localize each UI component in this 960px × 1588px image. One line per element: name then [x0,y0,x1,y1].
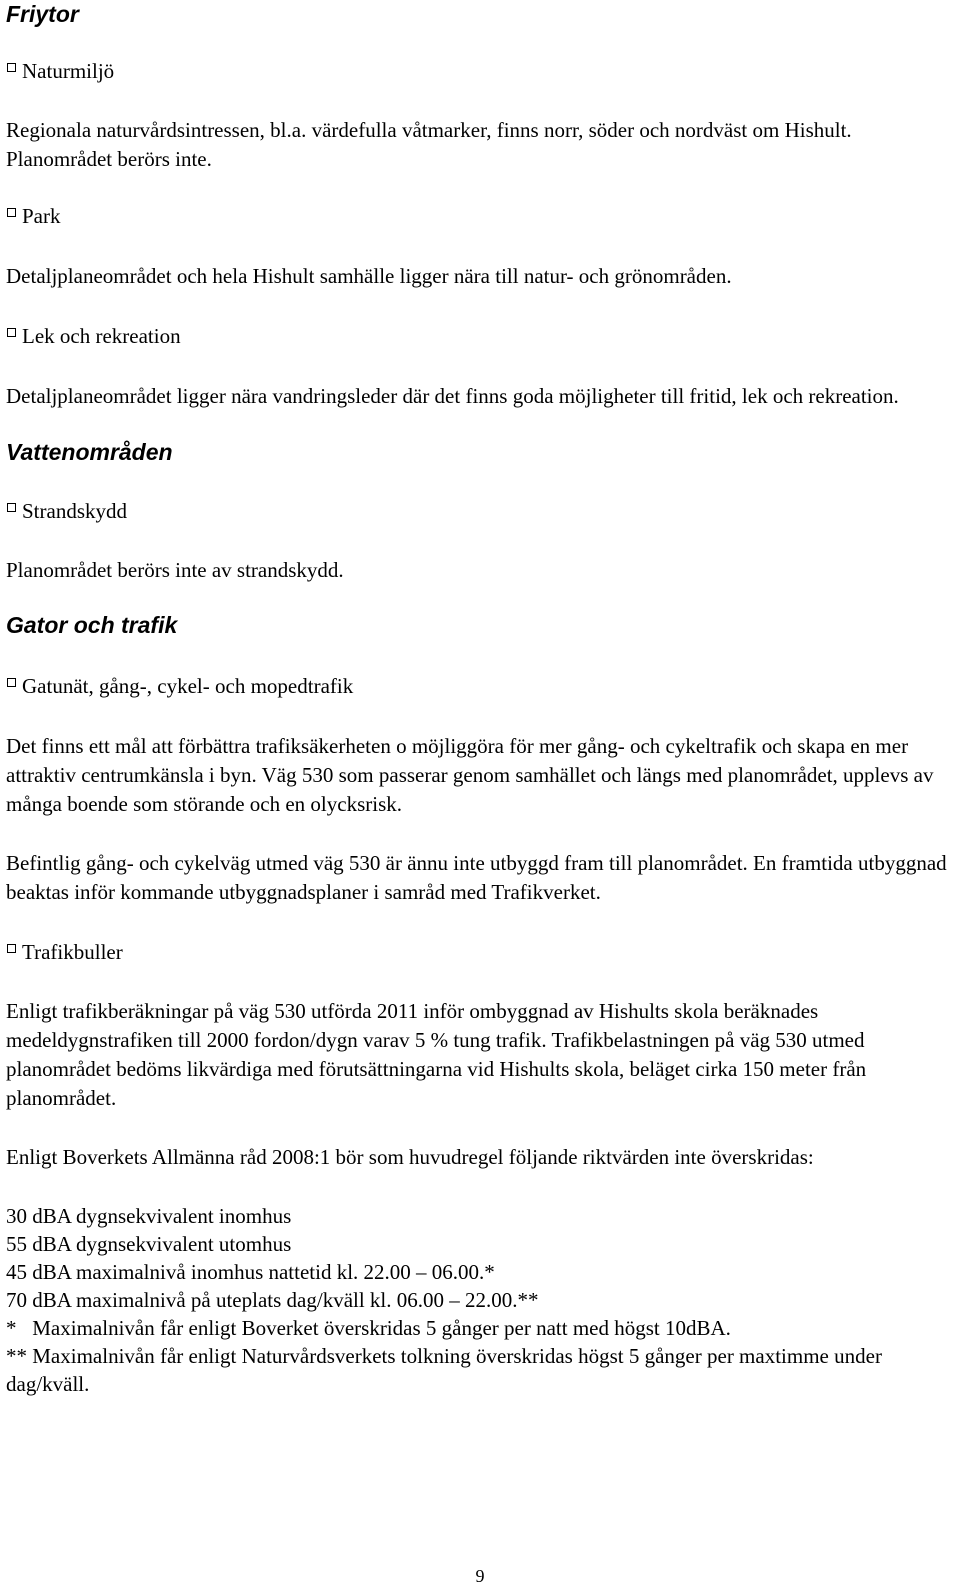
footnote-line: ** Maximalnivån får enligt Naturvårdsverkets tolkning överskridas högst 5 gånger per maxtimme under dag/kväll. [6,1344,882,1396]
document-page [6,0,952,1398]
subheading-naturmiljo: Naturmiljö [6,56,952,86]
paragraph-trafikbuller-2: Enligt Boverkets Allmänna råd 2008:1 bör som huvudregel följande riktvärden inte överskridas: [6,1145,814,1169]
paragraph-strandskydd: Planområdet berörs inte av strandskydd. [6,558,344,582]
square-bullet-icon [7,328,16,337]
page-number: 9 [475,1566,485,1586]
square-bullet-icon [7,63,16,72]
paragraph-trafikbuller-1: Enligt trafikberäkningar på väg 530 utförda 2011 inför ombyggnad av Hishults skola beräknades medeldygnstrafiken till 2000 fordon/dygn varav 5 % tung trafik. Trafikbelastningen på väg 530 utmed planområdet bedöms likvärdiga med förutsättningarna vid Hishults skola, beläget cirka 150 meter från planområdet. [6,999,867,1110]
paragraph-naturmiljo: Regionala naturvårdsintressen, bl.a. värdefulla våtmarker, finns norr, söder och nordväst om Hishult. Planområdet berörs inte. [6,118,852,171]
heading-vattenomraden: Vattenområden [6,439,173,465]
riktvarden-list [6,1202,952,1398]
subheading-strandskydd: Strandskydd [6,496,952,526]
paragraph-gatunat-2: Befintlig gång- och cykelväg utmed väg 530 är ännu inte utbyggd fram till planområdet. En framtida utbyggnad beaktas inför kommande utbyggnadsplaner i samråd med Trafikverket. [6,851,947,904]
square-bullet-icon [7,678,16,687]
subheading-trafikbuller: Trafikbuller [6,937,952,967]
square-bullet-icon [7,208,16,217]
footnote-line: * Maximalnivån får enligt Boverket överskridas 5 gånger per natt med högst 10dBA. [6,1316,731,1340]
heading-gator-och-trafik: Gator och trafik [6,612,178,638]
subheading-gatunat: Gatunät, gång-, cykel- och mopedtrafik [6,671,952,701]
paragraph-gatunat-1: Det finns ett mål att förbättra trafiksäkerheten o möjliggöra för mer gång- och cykeltrafik och skapa en mer attraktiv centrumkänsla i byn. Väg 530 som passerar genom samhället och längs med planområdet, upplevs av många boende som störande och en olycksrisk. [6,734,934,816]
paragraph-lek: Detaljplaneområdet ligger nära vandringsleder där det finns goda möjligheter till fritid, lek och rekreation. [6,384,899,408]
subheading-park: Park [6,201,952,231]
paragraph-park: Detaljplaneområdet och hela Hishult samhälle ligger nära till natur- och grönområden. [6,264,732,288]
square-bullet-icon [7,944,16,953]
subheading-lek: Lek och rekreation [6,321,952,351]
heading-friytor: Friytor [6,1,79,27]
riktvarde-line: 70 dBA maximalnivå på uteplats dag/kväll kl. 06.00 – 22.00.** [6,1288,539,1312]
riktvarde-line: 55 dBA dygnsekvivalent utomhus [6,1232,292,1256]
riktvarde-line: 30 dBA dygnsekvivalent inomhus [6,1204,292,1228]
square-bullet-icon [7,503,16,512]
riktvarde-line: 45 dBA maximalnivå inomhus nattetid kl. 22.00 – 06.00.* [6,1260,495,1284]
